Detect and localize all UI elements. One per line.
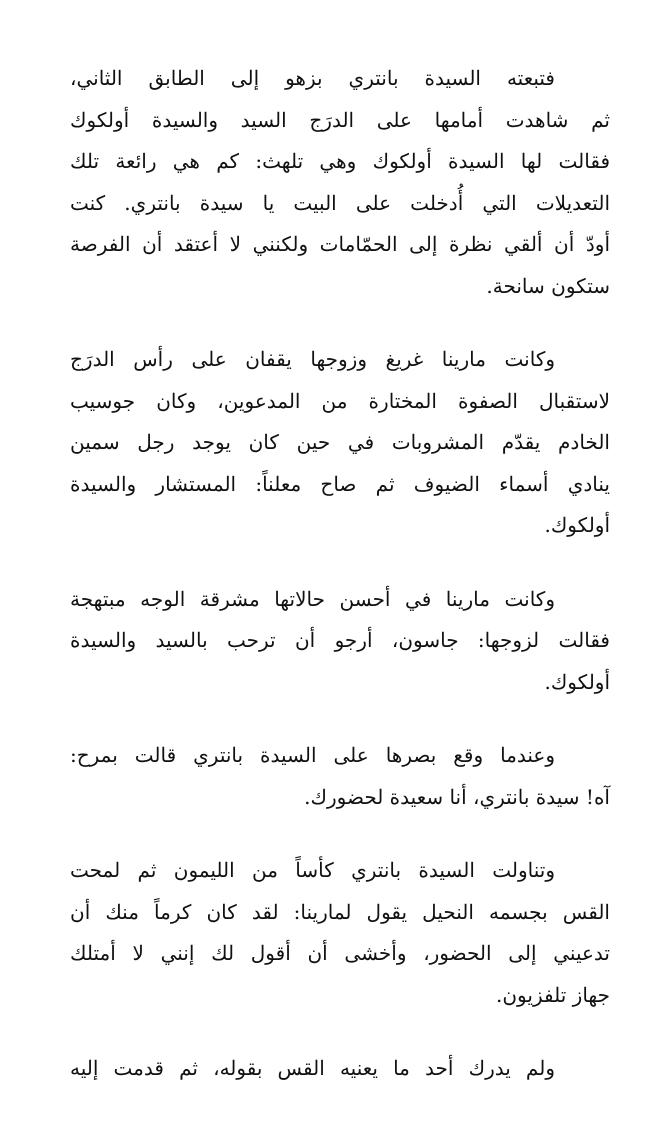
- text-line: وتناولت السيدة بانتري كأساً من الليمون ثم لمحت: [70, 858, 555, 882]
- text-line: وكانت مارينا في أحسن حالاتها مشرقة الوجه مبتهجة: [70, 586, 555, 611]
- text-line: فتبعته السيدة بانتري بزهو إلى الطابق الثاني،: [70, 66, 555, 90]
- text-line: وكانت مارينا غريغ وزوجها يقفان على رأس الدرَج: [70, 347, 555, 371]
- paragraph: [70, 735, 610, 818]
- paragraph: [70, 850, 610, 1016]
- text-line: آه! سيدة بانتري، أنا سعيدة لحضورك.: [304, 784, 610, 809]
- text-line: ستكون سانحة.: [486, 273, 610, 298]
- text-line: ثم شاهدت أمامها على الدرَج السيد والسيدة أولكوك: [70, 107, 610, 132]
- page-text: [70, 58, 610, 1122]
- text-line: جهاز تلفزيون.: [496, 982, 610, 1007]
- text-line: أولكوك.: [544, 669, 610, 694]
- text-line: أودّ أن ألقي نظرة إلى الحمّامات ولكنني لا أعتقد أن الفرصة: [70, 232, 610, 256]
- text-line: القس بجسمه النحيل يقول لمارينا: لقد كان كرماً منك أن: [70, 899, 610, 924]
- text-line: الخادم يقدّم المشروبات في حين كان يوجد رجل سمين: [70, 430, 610, 454]
- paragraph: [70, 1048, 610, 1090]
- paragraph: [70, 339, 610, 547]
- text-line: تدعيني إلى الحضور، وأخشى أن أقول لك إنني لا أمتلك: [70, 941, 610, 965]
- text-line: التعديلات التي أُدخلت على البيت يا سيدة بانتري. كنت: [70, 190, 610, 215]
- text-line: أولكوك.: [544, 513, 610, 537]
- paragraph: [70, 58, 610, 307]
- text-line: ينادي أسماء الضيوف ثم صاح معلناً: المستشار والسيدة: [70, 471, 610, 496]
- text-line: ولم يدرك أحد ما يعنيه القس بقوله، ثم قدمت إليه: [70, 1056, 555, 1080]
- text-line: فقالت لها السيدة أولكوك وهي تلهث: كم هي رائعة تلك: [70, 149, 610, 173]
- paragraph: [70, 579, 610, 704]
- text-line: لاستقبال الصفوة المختارة من المدعوين، وكان جوسيب: [70, 388, 610, 413]
- text-line: فقالت لزوجها: جاسون، أرجو أن ترحب بالسيد والسيدة: [70, 628, 610, 652]
- text-line: وعندما وقع بصرها على السيدة بانتري قالت بمرح:: [70, 743, 555, 767]
